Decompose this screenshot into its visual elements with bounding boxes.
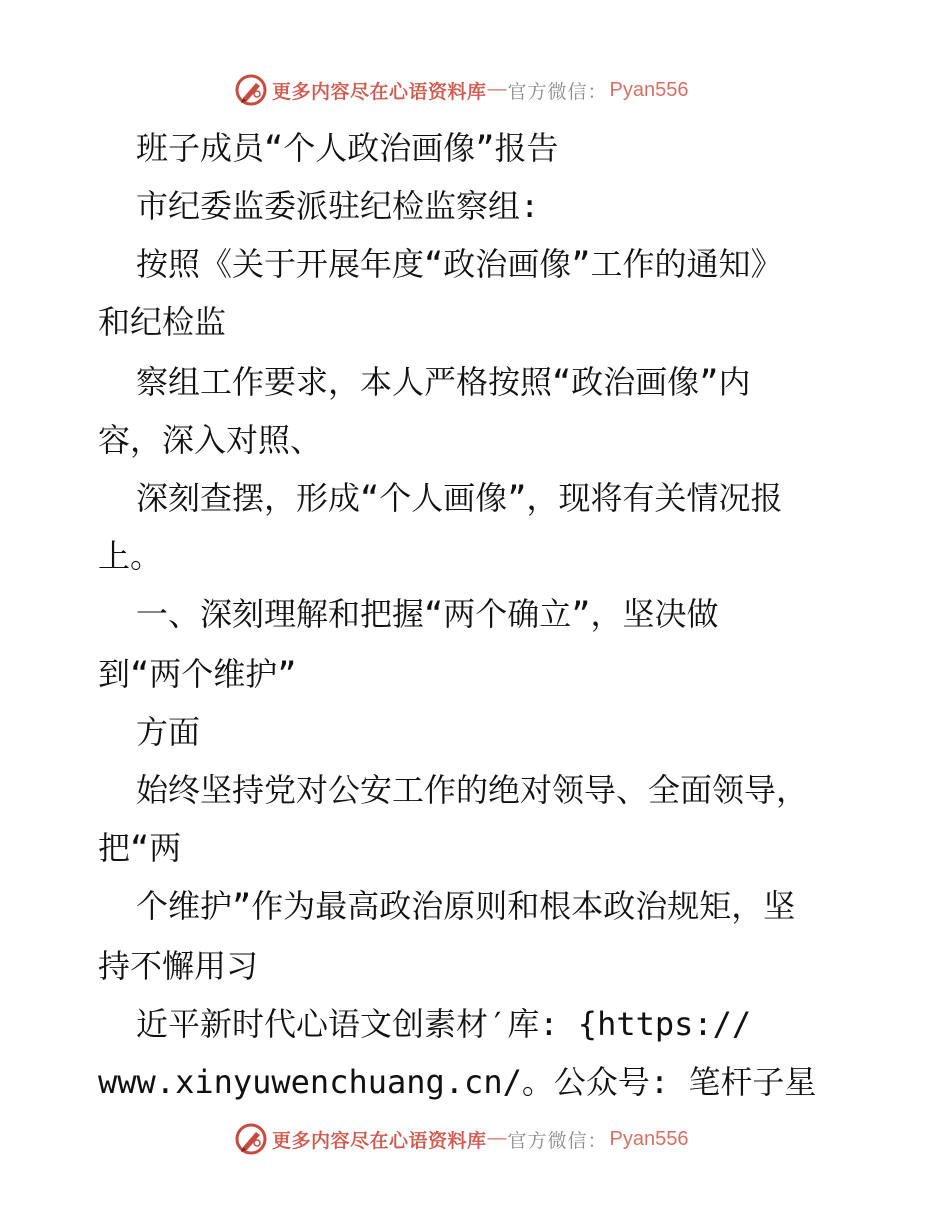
document-line: 方面	[136, 713, 201, 751]
document-line: 深刻查摆，形成“个人画像”，现将有关情况报	[136, 479, 783, 517]
document-line: 近平新时代心语文创素材′库: {https://	[136, 1005, 752, 1043]
document-line: 上。	[98, 537, 163, 575]
document-title: 班子成员“个人政治画像”报告	[136, 129, 559, 167]
header-watermark-banner	[234, 72, 754, 108]
pen-logo-icon	[234, 73, 268, 107]
section-heading-continued: 到“两个维护”	[98, 655, 297, 693]
pen-logo-icon	[234, 1122, 268, 1156]
banner-dash: —	[487, 79, 507, 100]
document-line: www.xinyuwenchuang.cn/。公众号: 笔杆子星	[98, 1063, 817, 1101]
document-line: 和纪检监	[98, 303, 227, 341]
banner-dash: —	[487, 1128, 507, 1149]
section-heading: 一、深刻理解和把握“两个确立”，坚决做	[136, 595, 719, 633]
banner-wechat-id: Pyan556	[609, 78, 689, 101]
footer-watermark-banner	[234, 1121, 754, 1157]
banner-wechat-label: 官方微信：	[507, 80, 608, 103]
document-line: 市纪委监委派驻纪检监察组:	[136, 187, 540, 225]
banner-wechat-label: 官方微信：	[507, 1129, 608, 1152]
document-line: 始终坚持党对公安工作的绝对领导、全面领导，	[136, 771, 809, 809]
document-line: 按照《关于开展年度“政治画像”工作的通知》	[136, 245, 783, 283]
banner-wechat-id: Pyan556	[609, 1127, 689, 1150]
banner-main-text: 更多内容尽在心语资料库	[272, 80, 487, 103]
document-line: 个维护”作为最高政治原则和根本政治规矩，坚	[136, 887, 796, 925]
document-line: 容，深入对照、	[98, 421, 323, 459]
banner-main-text: 更多内容尽在心语资料库	[272, 1129, 487, 1152]
document-line: 把“两	[98, 829, 182, 867]
document-line: 持不懈用习	[98, 947, 259, 985]
document-line: 察组工作要求，本人严格按照“政治画像”内	[136, 363, 751, 401]
